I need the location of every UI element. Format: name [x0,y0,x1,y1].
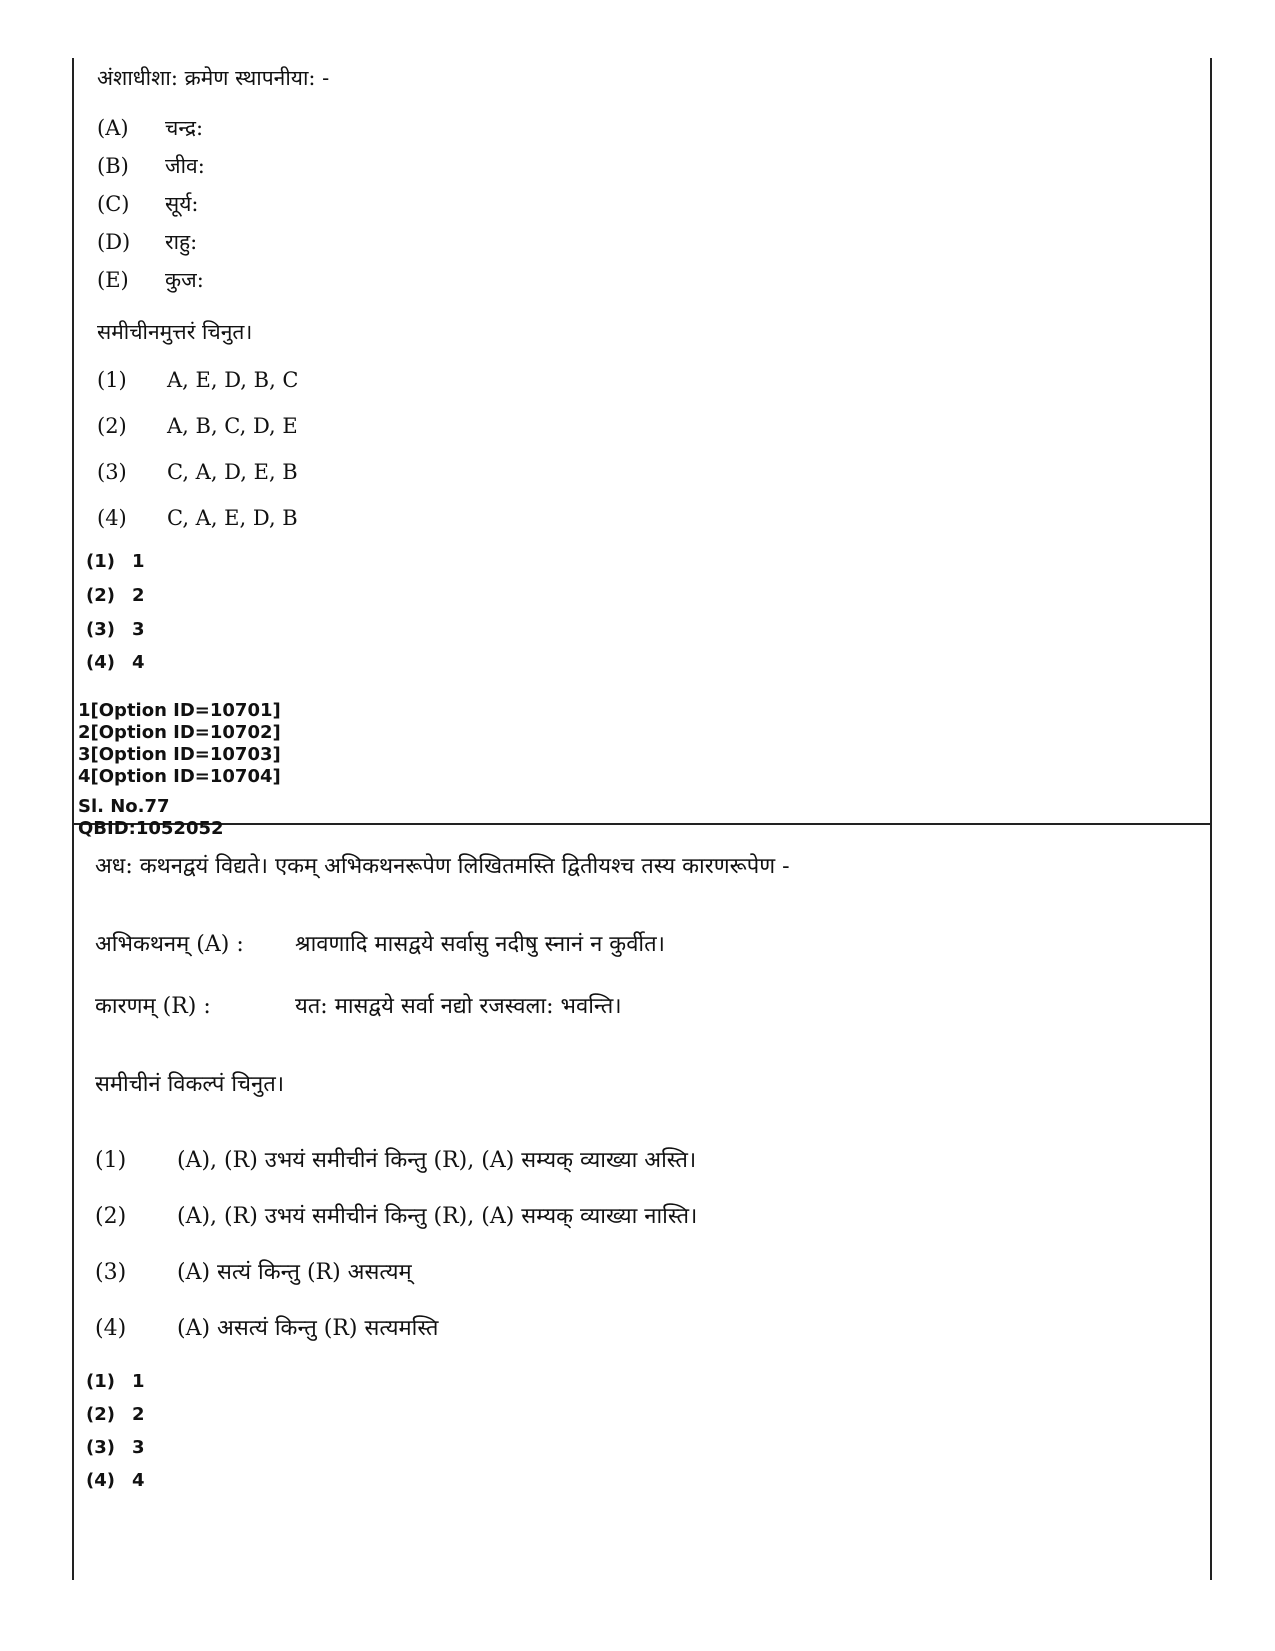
answer-value: 1 [132,1371,145,1392]
qbid: QBID:1052052 [78,818,224,839]
answer-value: 2 [132,585,145,606]
answer-label: (1) [86,1371,115,1392]
q76-item [97,114,203,142]
answer-label: (1) [86,551,115,572]
answer-label: (4) [86,1470,115,1491]
answer-value: 3 [132,619,145,640]
q77-answer-option[interactable] [86,1404,145,1425]
choice-text: (A), (R) उभयं समीचीनं किन्तु (R), (A) सम्यक् व्याख्या अस्ति। [177,1148,697,1173]
q76-choice [97,414,298,438]
q76-answer-option[interactable] [86,619,145,640]
choice-label: (3) [97,460,127,484]
choice-label: (2) [95,1204,127,1229]
q77-header [78,796,224,840]
choice-label: (1) [97,368,127,392]
item-label: (E) [97,268,129,292]
q76-item [97,228,197,256]
answer-value: 4 [132,652,145,673]
choice-text: C, A, E, D, B [167,506,298,530]
q77-prompt: समीचीनं विकल्पं चिनुत। [95,1072,285,1097]
item-text: सूर्य: [165,192,199,216]
answer-value: 4 [132,1470,145,1491]
item-label: (B) [97,154,129,178]
choice-label: (2) [97,414,127,438]
page-frame [72,58,1212,1580]
answer-value: 2 [132,1404,145,1425]
choice-label: (4) [95,1316,127,1341]
q77-choice [95,1200,697,1230]
q77-choice [95,1312,438,1342]
choice-text: C, A, D, E, B [167,460,298,484]
q77-choice [95,1144,696,1174]
serial-number: Sl. No.77 [78,796,170,817]
answer-value: 1 [132,551,145,572]
item-text: जीव: [165,154,205,178]
q76-item [97,266,204,294]
option-id: 1[Option ID=10701] [78,700,281,721]
answer-label: (3) [86,619,115,640]
answer-label: (2) [86,1404,115,1425]
choice-text: (A) सत्यं किन्तु (R) असत्यम् [177,1260,412,1285]
answer-value: 3 [132,1437,145,1458]
item-text: राहु: [165,230,198,254]
q76-answer-option[interactable] [86,585,145,606]
choice-text: A, E, D, B, C [167,368,299,392]
item-text: चन्द्र: [165,116,204,140]
choice-label: (1) [95,1148,127,1173]
q77-answer-option[interactable] [86,1371,145,1392]
q76-choice [97,506,298,530]
item-text: कुज: [165,268,204,292]
q76-prompt: समीचीनमुत्तरं चिनुत। [97,320,253,344]
choice-text: A, B, C, D, E [167,414,298,438]
q77-instruction: अध: कथनद्वयं विद्यते। एकम् अभिकथनरूपेण लिखितमस्ति द्वितीयश्च तस्य कारणरूपेण - [95,854,790,879]
option-id: 2[Option ID=10702] [78,722,281,743]
choice-label: (3) [95,1260,127,1285]
q76-item [97,190,198,218]
q76-option-ids [78,700,281,788]
choice-label: (4) [97,506,127,530]
choice-text: (A) असत्यं किन्तु (R) सत्यमस्ति [177,1316,439,1341]
assertion-label: अभिकथनम् (A) : [95,932,244,957]
q76-choice [97,368,299,392]
answer-label: (2) [86,585,115,606]
q76-answer-option[interactable] [86,551,145,572]
q76-choice [97,460,298,484]
answer-label: (4) [86,652,115,673]
item-label: (C) [97,192,130,216]
q76-item [97,152,205,180]
assertion-text: श्रावणादि मासद्वये सर्वासु नदीषु स्नानं न कुर्वीत। [295,932,666,957]
answer-label: (3) [86,1437,115,1458]
option-id: 4[Option ID=10704] [78,766,281,787]
question-separator [72,823,1210,825]
q77-reason [95,990,622,1020]
q76-instruction: अंशाधीशा: क्रमेण स्थापनीया: - [97,66,330,90]
q77-assertion [95,928,665,958]
q77-choice [95,1256,412,1286]
q77-answer-option[interactable] [86,1437,145,1458]
option-id: 3[Option ID=10703] [78,744,281,765]
reason-text: यत: मासद्वये सर्वा नद्यो रजस्वला: भवन्ति। [295,994,622,1019]
choice-text: (A), (R) उभयं समीचीनं किन्तु (R), (A) सम्यक् व्याख्या नास्ति। [177,1204,698,1229]
q76-answer-option[interactable] [86,652,145,673]
item-label: (D) [97,230,131,254]
reason-label: कारणम् (R) : [95,994,211,1019]
item-label: (A) [97,116,129,140]
q77-answer-option[interactable] [86,1470,145,1491]
